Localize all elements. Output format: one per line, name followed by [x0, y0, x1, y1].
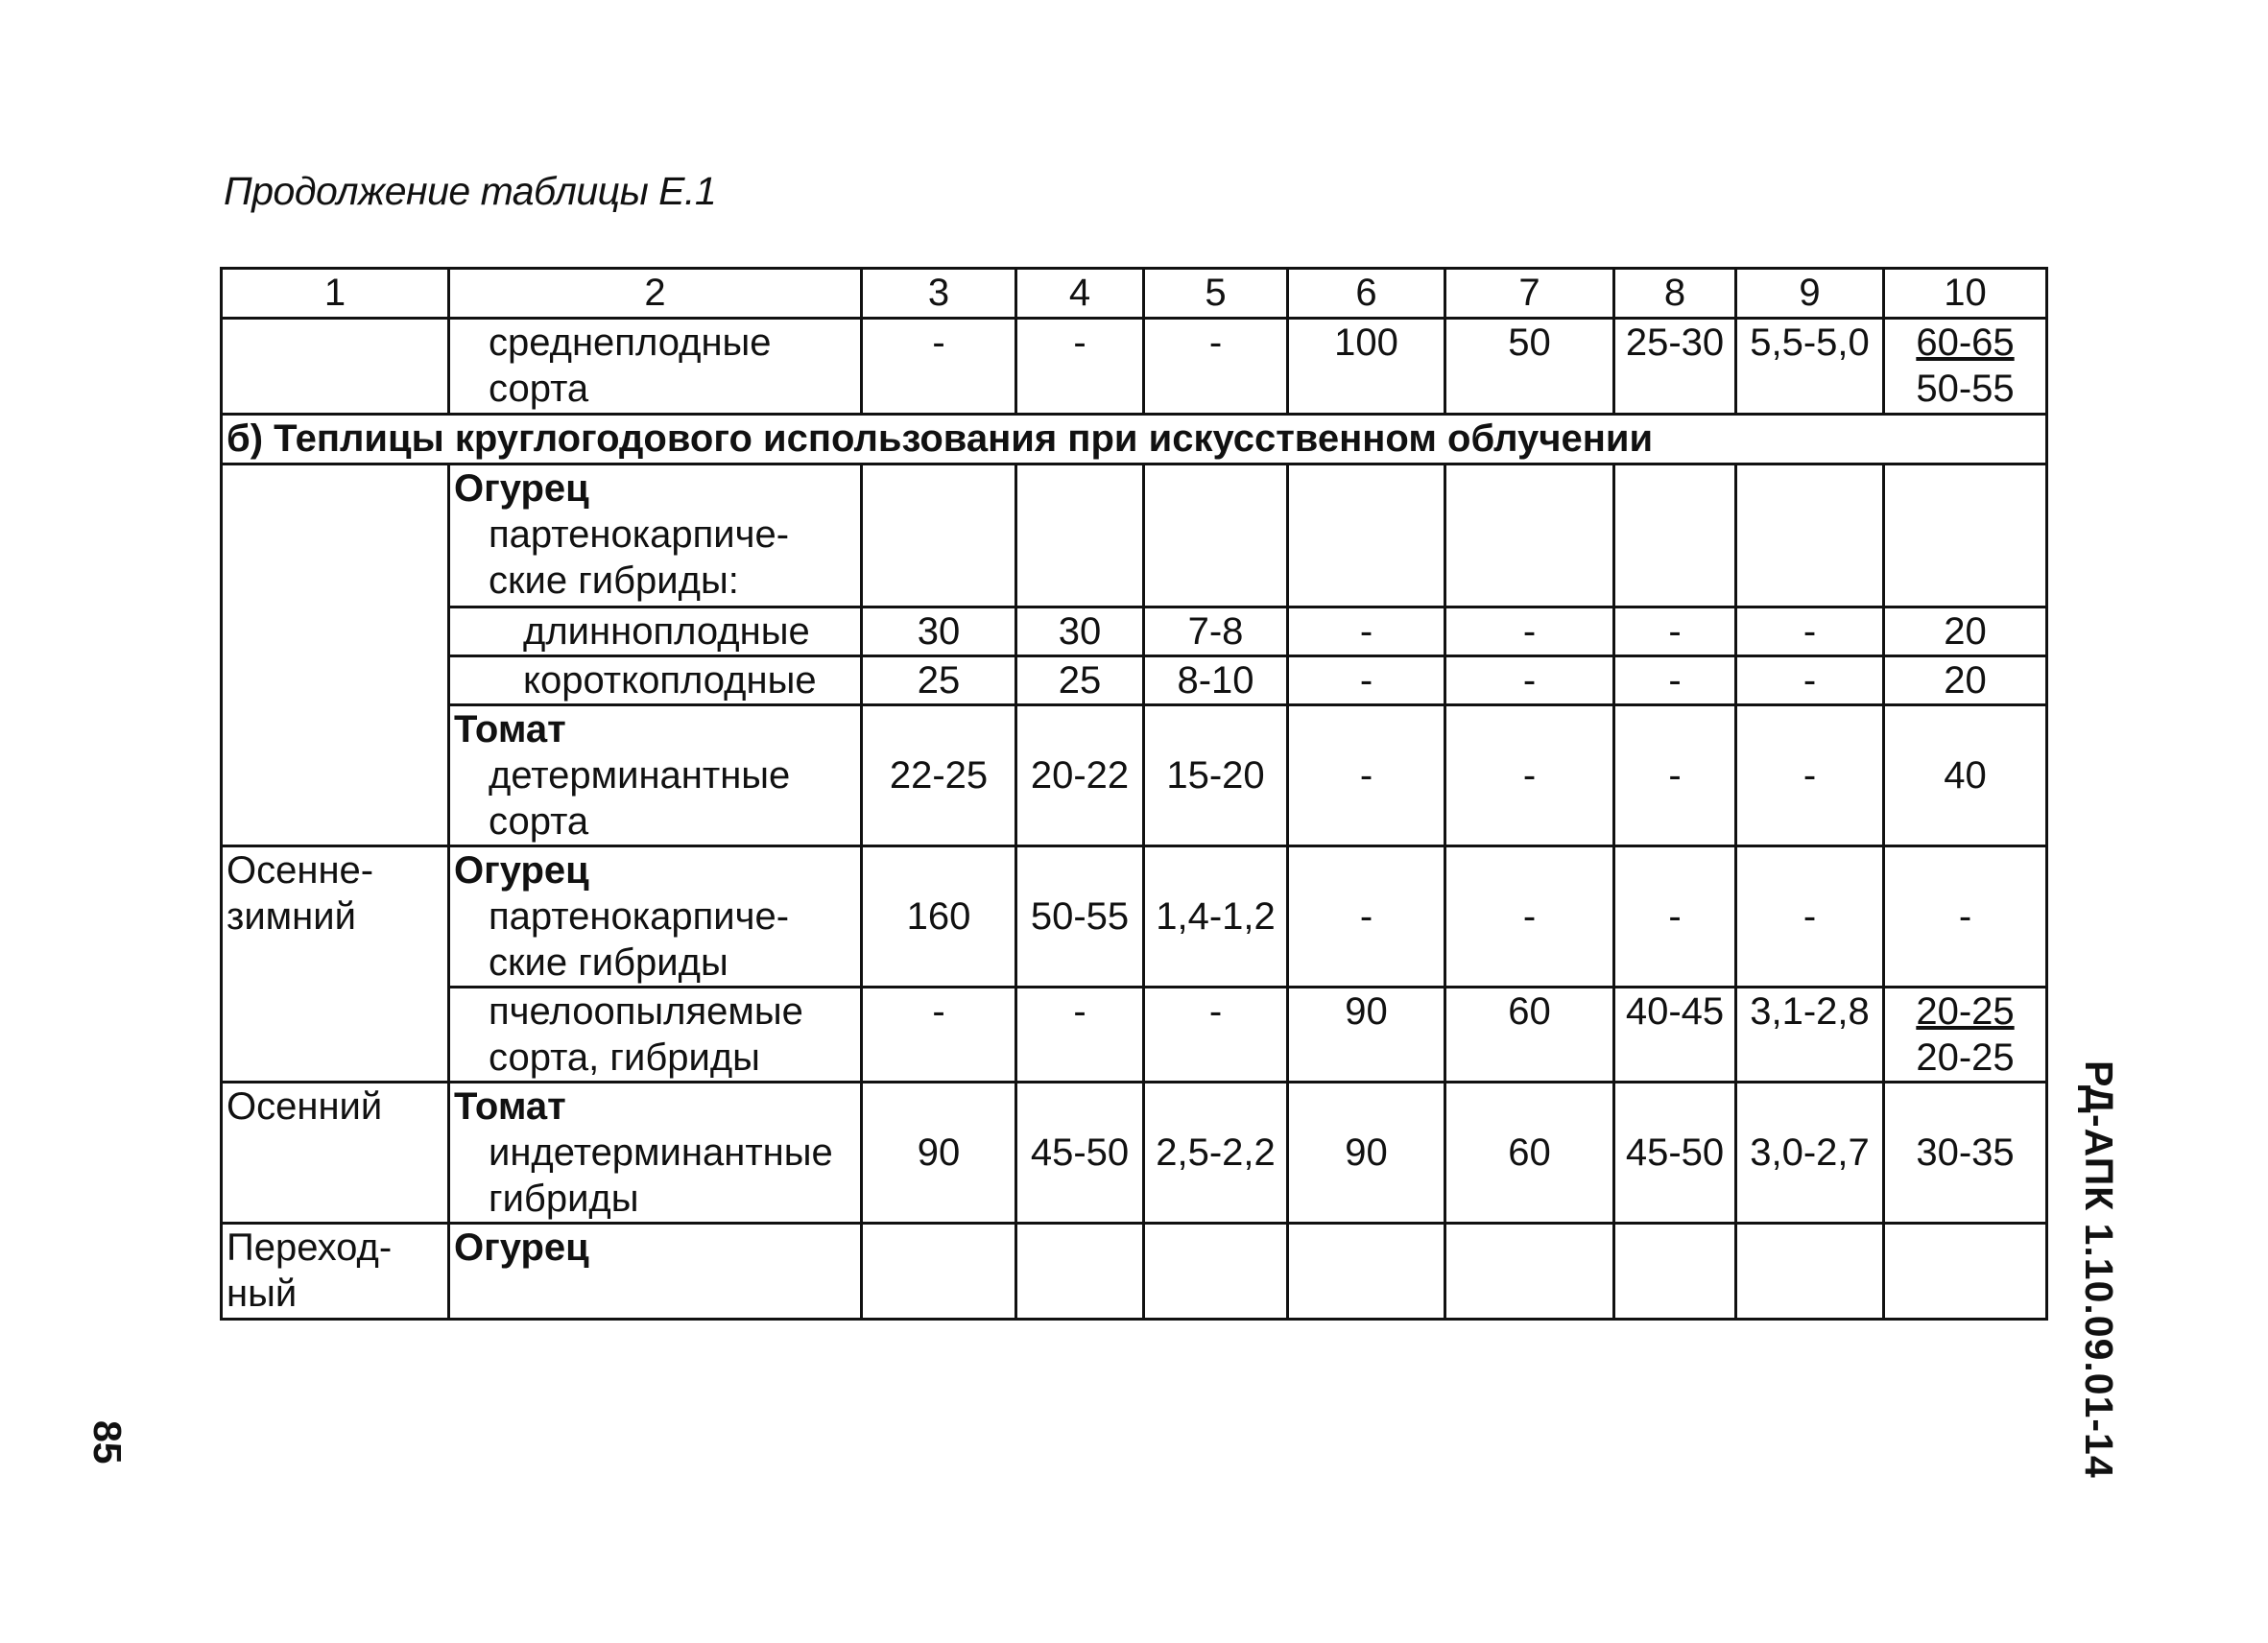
table-row [222, 607, 2047, 656]
table-row [222, 1224, 2047, 1320]
variety-line: индетерминантные [489, 1131, 833, 1174]
period-cell [222, 319, 449, 415]
value-cell: 60 [1445, 988, 1614, 1083]
value-cell [1016, 1224, 1144, 1320]
column-header-10: 10 [1884, 269, 2047, 319]
value-cell: - [1736, 705, 1884, 846]
value-cell: 3,1-2,8 [1736, 988, 1884, 1083]
value-cell [1736, 1224, 1884, 1320]
value-cell: 2,5-2,2 [1144, 1083, 1288, 1224]
variety-cell: длинноплодные [449, 607, 862, 656]
crop-name: Томат [454, 708, 566, 750]
value-cell [862, 464, 1016, 607]
value-cell: - [1288, 846, 1445, 988]
value-cell: - [1445, 846, 1614, 988]
value-cell: - [1736, 607, 1884, 656]
column-header-5: 5 [1144, 269, 1288, 319]
value-cell: 160 [862, 846, 1016, 988]
variety-line: сорта [489, 368, 589, 410]
value-cell: - [1144, 319, 1288, 415]
variety-cell [449, 319, 862, 415]
variety-line: детерминантные [489, 754, 791, 797]
value-cell [1884, 988, 2047, 1083]
value-cell: 30 [1016, 607, 1144, 656]
section-row [222, 415, 2047, 464]
variety-line: пчелоопыляемые [489, 990, 803, 1033]
value-cell: - [1016, 319, 1144, 415]
value-cell: 1,4-1,2 [1144, 846, 1288, 988]
table-row [222, 988, 2047, 1083]
value-cell: 20 [1884, 656, 2047, 705]
value-cell: - [1614, 846, 1736, 988]
value-cell: - [1144, 988, 1288, 1083]
variety-line: сорта [489, 800, 589, 843]
value-cell: - [1614, 705, 1736, 846]
value-cell: - [1288, 607, 1445, 656]
variety-line: ские гибриды: [489, 560, 739, 602]
value-cell: - [862, 319, 1016, 415]
value-cell [1884, 319, 2047, 415]
value-cell [1288, 1224, 1445, 1320]
value-cell: 40 [1884, 705, 2047, 846]
value-cell: 30 [862, 607, 1016, 656]
value-cell: - [1736, 656, 1884, 705]
period-line: зимний [227, 895, 356, 938]
value-cell: 50-55 [1016, 846, 1144, 988]
variety-cell [449, 1224, 862, 1320]
variety-cell: короткоплодные [449, 656, 862, 705]
crop-name: Огурец [454, 849, 589, 892]
value-cell: 5,5-5,0 [1736, 319, 1884, 415]
column-header-4: 4 [1016, 269, 1144, 319]
period-line: ный [227, 1273, 298, 1315]
value-cell: 100 [1288, 319, 1445, 415]
value-cell: 20-22 [1016, 705, 1144, 846]
variety-line: среднеплодные [489, 321, 772, 364]
value-cell: 20 [1884, 607, 2047, 656]
column-header-2: 2 [449, 269, 862, 319]
variety-cell [449, 988, 862, 1083]
value-cell [1736, 464, 1884, 607]
value-cell: - [1288, 656, 1445, 705]
period-cell [222, 846, 449, 1083]
value-cell: 8-10 [1144, 656, 1288, 705]
value-cell: 25-30 [1614, 319, 1736, 415]
value-cell: 90 [1288, 1083, 1445, 1224]
value-cell: 45-50 [1614, 1083, 1736, 1224]
value-line: 60-65 [1916, 321, 2015, 364]
value-cell: - [1445, 656, 1614, 705]
crop-name: Огурец [454, 1226, 589, 1269]
period-line: Переход- [227, 1226, 393, 1269]
value-cell: 25 [1016, 656, 1144, 705]
period-cell [222, 1224, 449, 1320]
value-cell [1144, 464, 1288, 607]
value-cell: - [1614, 656, 1736, 705]
value-line: 20-25 [1916, 990, 2015, 1033]
column-header-6: 6 [1288, 269, 1445, 319]
value-cell: 30-35 [1884, 1083, 2047, 1224]
value-cell: 90 [1288, 988, 1445, 1083]
page-number: 85 [85, 1420, 130, 1464]
value-cell: - [862, 988, 1016, 1083]
variety-cell [449, 846, 862, 988]
variety-line: гибриды [489, 1178, 639, 1220]
value-cell [1614, 464, 1736, 607]
crop-name: Огурец [454, 467, 589, 510]
table-caption: Продолжение таблицы Е.1 [224, 169, 717, 213]
value-cell: - [1288, 705, 1445, 846]
table-row [222, 464, 2047, 607]
value-cell: - [1445, 705, 1614, 846]
value-cell: 60 [1445, 1083, 1614, 1224]
value-cell: 45-50 [1016, 1083, 1144, 1224]
value-cell: 22-25 [862, 705, 1016, 846]
value-cell [1445, 1224, 1614, 1320]
table-row [222, 656, 2047, 705]
column-header-1: 1 [222, 269, 449, 319]
table-row [222, 319, 2047, 415]
variety-cell [449, 464, 862, 607]
value-cell: 15-20 [1144, 705, 1288, 846]
value-cell: 50 [1445, 319, 1614, 415]
value-cell [1884, 1224, 2047, 1320]
value-cell: 3,0-2,7 [1736, 1083, 1884, 1224]
value-line: 50-55 [1916, 368, 2015, 410]
column-header-8: 8 [1614, 269, 1736, 319]
table-row [222, 846, 2047, 988]
variety-line: партенокарпиче- [489, 895, 790, 938]
value-cell: 40-45 [1614, 988, 1736, 1083]
value-cell: - [1016, 988, 1144, 1083]
variety-cell [449, 1083, 862, 1224]
table-row [222, 1083, 2047, 1224]
period-cell [222, 464, 449, 846]
table-row [222, 705, 2047, 846]
column-header-3: 3 [862, 269, 1016, 319]
value-cell: 90 [862, 1083, 1016, 1224]
period-cell: Осенний [222, 1083, 449, 1224]
document-code: РД-АПК 1.10.09.01-14 [2077, 1060, 2121, 1479]
column-header-7: 7 [1445, 269, 1614, 319]
variety-cell [449, 705, 862, 846]
value-cell: - [1614, 607, 1736, 656]
value-cell [1445, 464, 1614, 607]
variety-line: сорта, гибриды [489, 1036, 760, 1079]
value-cell: - [1736, 846, 1884, 988]
crop-name: Томат [454, 1085, 566, 1128]
value-cell [1016, 464, 1144, 607]
value-cell: 7-8 [1144, 607, 1288, 656]
value-line: 20-25 [1916, 1036, 2015, 1079]
data-table [220, 267, 2048, 1321]
value-cell [1288, 464, 1445, 607]
value-cell [1614, 1224, 1736, 1320]
value-cell [1884, 464, 2047, 607]
header-row [222, 269, 2047, 319]
variety-line: партенокарпиче- [489, 513, 790, 556]
column-header-9: 9 [1736, 269, 1884, 319]
value-cell: 25 [862, 656, 1016, 705]
value-cell [862, 1224, 1016, 1320]
value-cell: - [1445, 607, 1614, 656]
value-cell [1144, 1224, 1288, 1320]
period-line: Осенне- [227, 849, 374, 892]
variety-line: ские гибриды [489, 941, 728, 984]
section-heading: б) Теплицы круглогодового использования при искусственном облучении [222, 415, 2047, 464]
value-cell: - [1884, 846, 2047, 988]
